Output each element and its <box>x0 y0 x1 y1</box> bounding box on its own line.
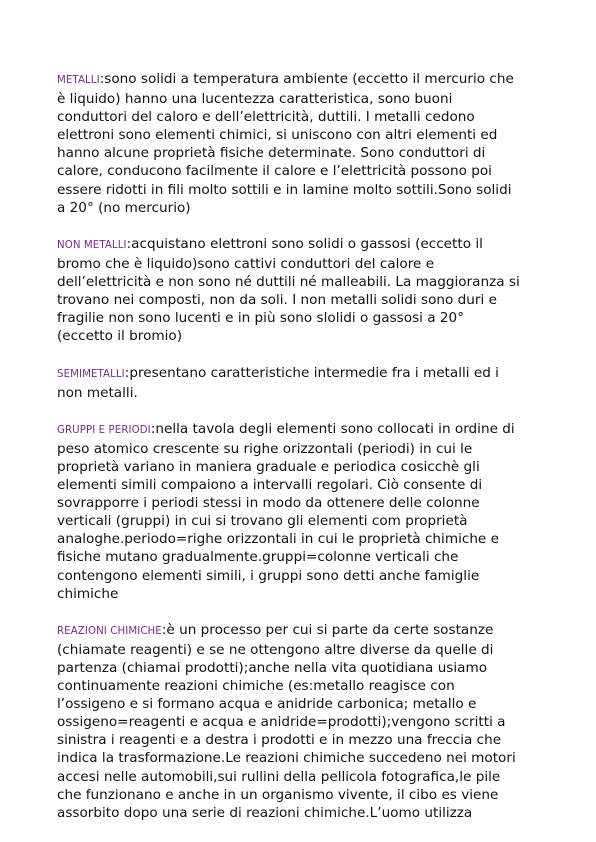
section-heading: REAZIONI CHIMICHE <box>57 625 162 637</box>
document-page <box>57 70 542 840</box>
section-reazioni-chimiche <box>57 621 542 822</box>
section-non-metalli <box>57 235 542 346</box>
section-heading: NON METALLI <box>57 239 127 251</box>
section-metalli <box>57 70 542 217</box>
section-body: :presentano caratteristiche intermedie fra i metalli ed i non metalli. <box>57 364 499 401</box>
section-semimetalli <box>57 364 542 402</box>
section-body: :è un processo per cui si parte da certe sostanze (chiamate reagenti) e se ne ottengono altre diverse da quelle di partenza (chiamai prodotti);anche nella vita quotidiana usiamo continuamente reazioni chimiche (es:metallo reagisce con l’ossigeno e si formano acqua e anidride carbonica; metallo e ossigeno=reagenti e acqua e anidride=prodotti);vengono scritti a sinistra i reagenti e a destra i prodotti e in mezzo una freccia che indica la trasformazione.Le reazioni chimiche succedeno nei motori accesi nelle automobili,sui rullini della pellicola fotografica,le pile che funzionano e anche in un organismo vivente, il cibo es viene assorbito dopo una serie di reazioni chimiche.L’uomo utilizza <box>57 621 516 821</box>
section-body: :acquistano elettroni sono solidi o gassosi (eccetto il bromo che è liquido)sono cattivi conduttori del calore e dell’elettricità e non sono né duttili né malleabili. La maggioranza si trovano nei composti, non da soli. I non metalli solidi sono duri e fragilie non sono lucenti e in più sono slolidi o gassosi a 20° (eccetto il bromio) <box>57 235 520 345</box>
section-body: :nella tavola degli elementi sono collocati in ordine di peso atomico crescente su righe orizzontali (periodi) in cui le proprietà variano in maniera graduale e periodica cosicchè gli elementi simili compaiono a intervalli regolari. Ciò consente di sovrapporre i periodi stessi in modo da ottenere delle colonne verticali (gruppi) in cui si trovano gli elementi com proprietà analoghe.periodo=righe orizzontali in cui le proprietà chimiche e fisiche mutano gradualmente.gruppi=colonne verticali che contengono elementi simili, i gruppi sono detti anche famiglie chimiche <box>57 420 515 602</box>
section-heading: SEMIMETALLI <box>57 368 125 380</box>
section-heading: GRUPPI E PERIODI <box>57 424 151 436</box>
section-body: :sono solidi a temperatura ambiente (eccetto il mercurio che è liquido) hanno una lucentezza caratteristica, sono buoni conduttori del caloro e dell’elettricità, duttili. I metalli cedono elettroni sono elementi chimici, si uniscono con altri elementi ed hanno alcune proprietà fisiche determinate. Sono conduttori di calore, conducono facilmente il calore e l’elettricità possono poi essere ridotti in fili molto sottili e in lamine molto sottili.Sono solidi a 20° (no mercurio) <box>57 71 514 216</box>
section-gruppi-e-periodi <box>57 420 542 603</box>
section-heading: METALLI <box>57 75 100 86</box>
